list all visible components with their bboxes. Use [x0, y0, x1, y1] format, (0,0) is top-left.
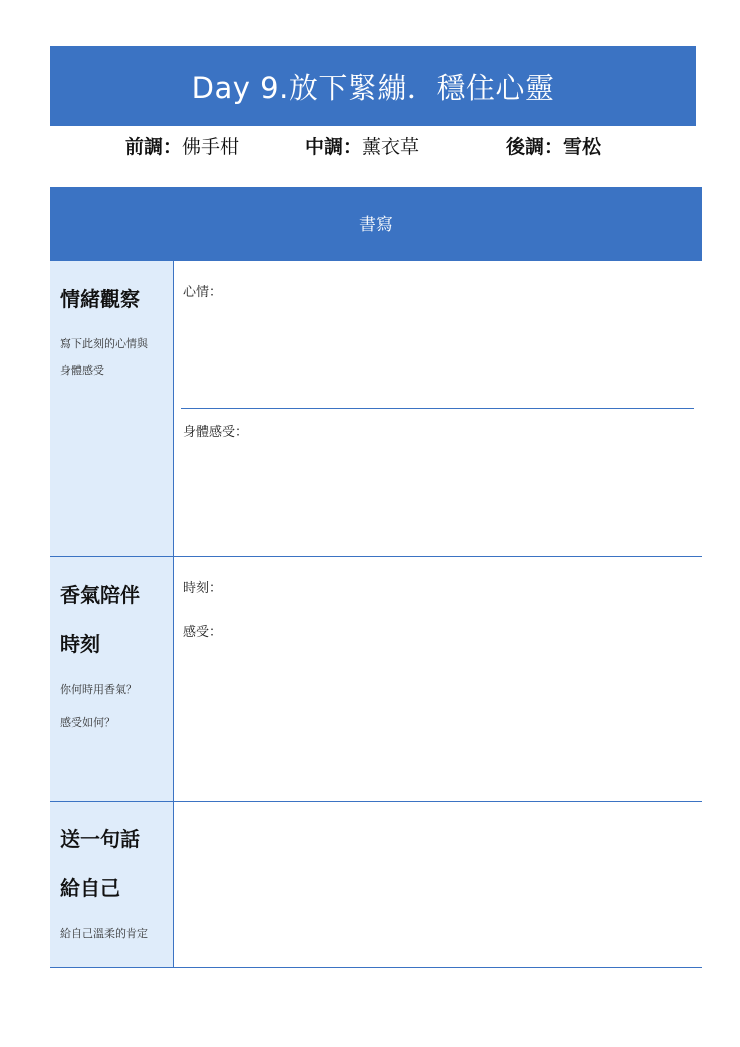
- section-aroma-title-line-2: 時刻: [60, 632, 100, 656]
- section-affirmation-title-line-1: 送一句話: [60, 827, 140, 851]
- section-aroma-label-cell: [50, 557, 174, 802]
- middle-note-value: 薰衣草: [362, 136, 420, 158]
- section-affirmation-label-cell: [50, 802, 174, 968]
- aroma-write-area[interactable]: [183, 639, 693, 789]
- middle-note-key: 中調：: [305, 136, 363, 158]
- mood-divider: [181, 408, 694, 409]
- body-write-area[interactable]: [183, 439, 693, 549]
- section-emotion-label-cell: [50, 261, 174, 557]
- writing-table: [50, 187, 702, 968]
- field-time-label: 時刻：: [183, 581, 223, 596]
- top-note: [125, 132, 239, 159]
- base-note-key: 後調：: [506, 136, 564, 158]
- mood-write-area[interactable]: [183, 299, 693, 399]
- top-note-key: 前調：: [125, 136, 183, 158]
- field-body-label: 身體感受：: [183, 425, 249, 440]
- base-note-value: 雪松: [563, 136, 602, 158]
- section-emotion-title: 情緒觀察: [60, 287, 140, 311]
- page-title: Day 9.放下緊繃．穩住心靈: [50, 46, 696, 126]
- section-emotion-desc-line-1: 寫下此刻的心情與: [60, 337, 148, 350]
- section-aroma-title-line-1: 香氣陪伴: [60, 583, 140, 607]
- section-emotion-desc-line-2: 身體感受: [60, 364, 104, 377]
- base-note: [506, 132, 601, 159]
- table-header: 書寫: [50, 187, 702, 261]
- section-aroma-desc-line-1: 你何時用香氣？: [60, 683, 137, 696]
- field-mood-label: 心情：: [183, 285, 223, 300]
- section-affirmation-desc: 給自己溫柔的肯定: [60, 927, 148, 940]
- section-affirmation-title-line-2: 給自己: [60, 876, 120, 900]
- scent-notes-row: [50, 126, 696, 164]
- section-aroma-desc-line-2: 感受如何？: [60, 716, 115, 729]
- top-note-value: 佛手柑: [182, 136, 240, 158]
- table-bottom-border: [50, 967, 702, 968]
- affirmation-write-area[interactable]: [183, 812, 693, 957]
- middle-note: [305, 132, 419, 159]
- field-feeling-label: 感受：: [183, 625, 223, 640]
